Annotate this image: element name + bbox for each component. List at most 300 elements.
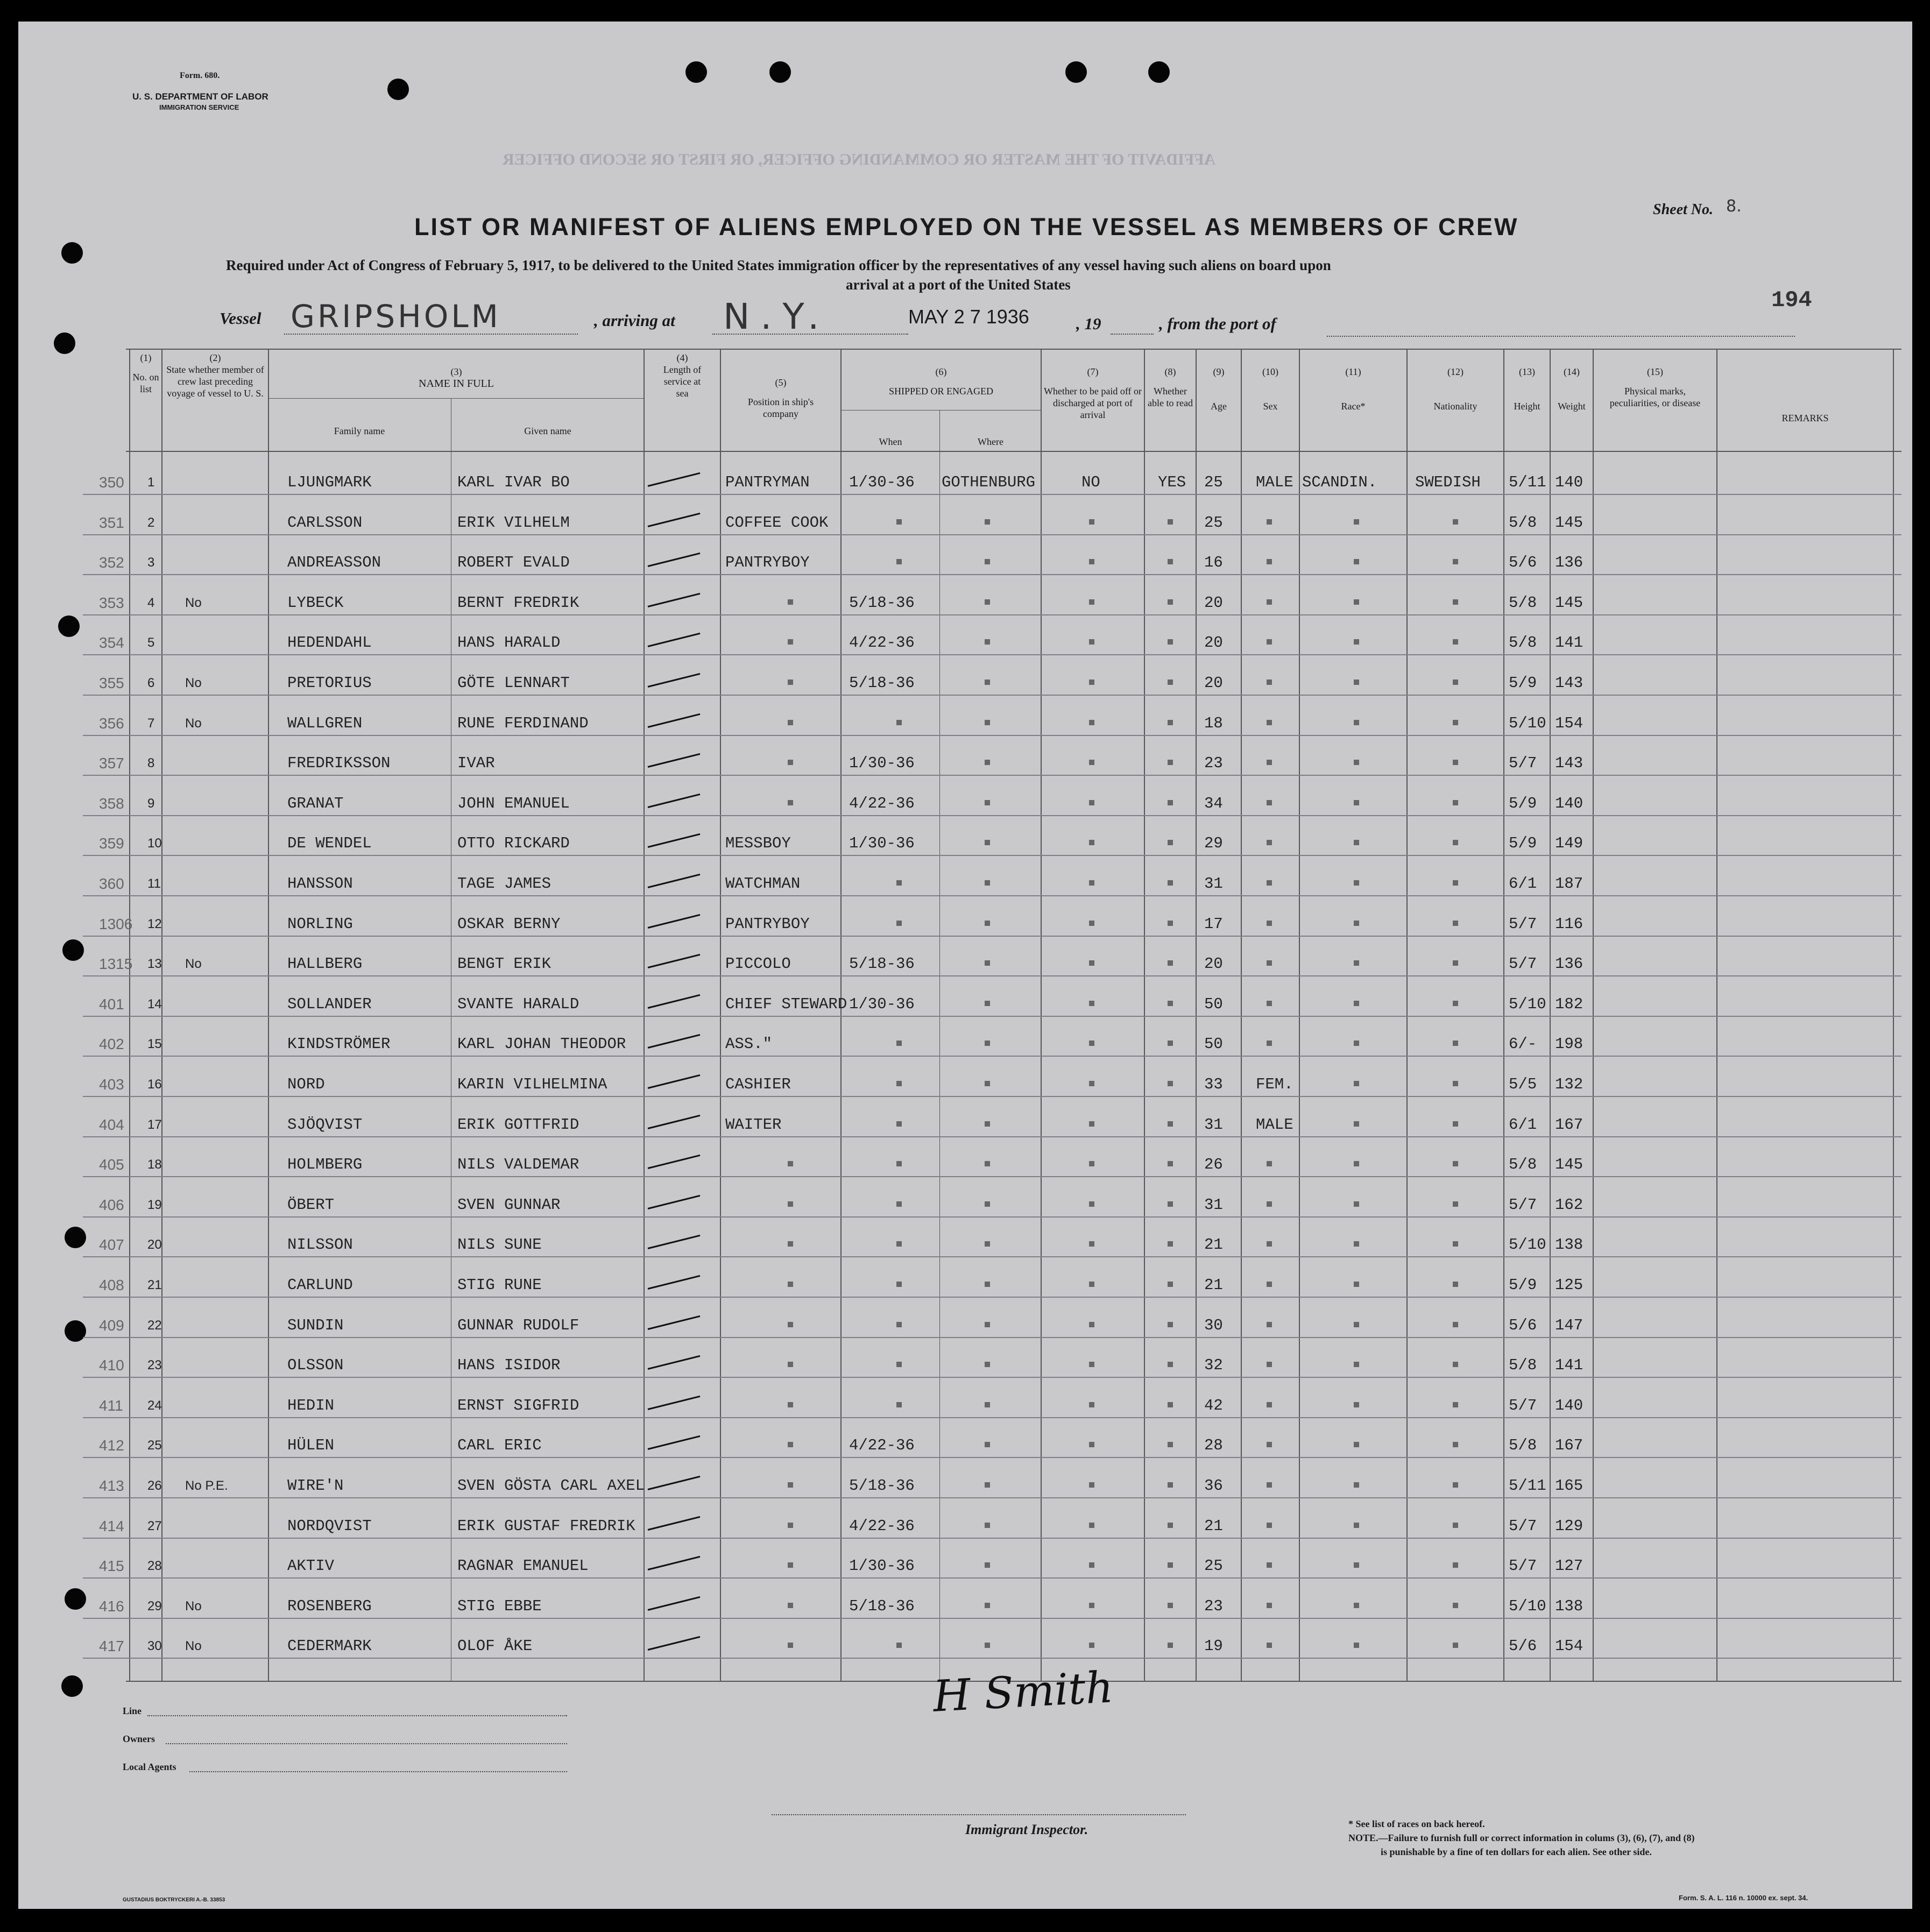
ditto-mark (985, 680, 990, 685)
height: 5/7 (1509, 754, 1537, 773)
ditto-mark (1168, 720, 1173, 725)
col12-label: Nationality (1433, 401, 1477, 412)
ditto-mark (1168, 880, 1173, 886)
table-row-rule (83, 1457, 1901, 1458)
ditto-mark (1354, 1362, 1359, 1367)
ditto-mark (985, 1362, 990, 1367)
given-name: GÖTE LENNART (457, 674, 570, 692)
list-number: 1 (147, 475, 155, 490)
family-name: HEDENDAHL (287, 634, 372, 652)
weight: 162 (1555, 1195, 1583, 1214)
ditto-mark (1168, 1643, 1173, 1648)
ditto-mark (985, 1643, 990, 1648)
ditto-mark (1453, 1402, 1458, 1407)
ditto-mark (1453, 1362, 1458, 1367)
punch-hole (769, 61, 791, 83)
ditto-mark (1453, 1442, 1458, 1447)
list-number: 16 (147, 1077, 162, 1092)
ditto-mark (1267, 1603, 1272, 1608)
service-tick-mark (648, 1074, 701, 1089)
ditto-mark (1354, 1161, 1359, 1166)
given-name: HANS ISIDOR (457, 1356, 561, 1375)
ditto-mark (896, 1121, 902, 1127)
ditto-mark (1089, 559, 1094, 564)
ditto-mark (1089, 840, 1094, 845)
fine-note-2: is punishable by a fine of ten dollars for each alien. See other side. (1381, 1846, 1652, 1857)
sex: FEM. (1256, 1075, 1293, 1093)
ditto-mark (1267, 1442, 1272, 1447)
ditto-mark (1089, 1562, 1094, 1568)
table-row-rule (83, 1136, 1901, 1137)
ditto-mark (1453, 519, 1458, 525)
ditto-mark (1267, 1241, 1272, 1247)
given-name: SVANTE HARALD (457, 995, 579, 1013)
ditto-mark (985, 559, 990, 564)
col1-header (130, 352, 161, 395)
ditto-mark (788, 639, 793, 645)
ditto-mark (1453, 1081, 1458, 1086)
ditto-mark (1089, 639, 1094, 645)
ditto-mark (1089, 1402, 1094, 1407)
col14-number: (14) (1564, 366, 1580, 377)
col6-number: (6) (935, 366, 947, 377)
service-tick-mark (648, 1114, 701, 1129)
table-row-rule (83, 1497, 1901, 1498)
shipped-when: 4/22-36 (849, 1436, 915, 1455)
ditto-mark (1267, 921, 1272, 926)
previous-voyage: No (185, 957, 202, 972)
service-tick-mark (648, 472, 701, 487)
ditto-mark (1089, 1282, 1094, 1287)
weight: 143 (1555, 754, 1583, 773)
from-underline (1327, 336, 1795, 337)
ditto-mark (788, 680, 793, 685)
ditto-mark (985, 1241, 990, 1247)
weight: 187 (1555, 875, 1583, 893)
ditto-mark (1168, 960, 1173, 966)
service-tick-mark (648, 553, 701, 567)
service: IMMIGRATION SERVICE (159, 103, 239, 111)
ditto-mark (896, 1282, 902, 1287)
previous-voyage: No P.E. (185, 1478, 228, 1493)
ditto-mark (985, 1121, 990, 1127)
ditto-mark (1089, 680, 1094, 685)
ditto-mark (1168, 840, 1173, 845)
col9-label: Age (1211, 401, 1227, 412)
ditto-mark (1354, 960, 1359, 966)
age: 17 (1204, 915, 1223, 933)
ditto-mark (1354, 880, 1359, 886)
weight: 129 (1555, 1517, 1583, 1535)
ditto-mark (985, 1081, 990, 1086)
weight: 140 (1555, 1396, 1583, 1414)
list-number: 9 (147, 796, 155, 811)
family-name: SUNDIN (287, 1316, 344, 1334)
ditto-mark (896, 720, 902, 725)
weight: 132 (1555, 1075, 1583, 1093)
col8-label: Whether able to read (1148, 386, 1193, 408)
department: U. S. DEPARTMENT OF LABOR (132, 91, 268, 102)
manifest-subtitle-1: Required under Act of Congress of February 5, 1917, to be delivered to the United States immigration officer by the representatives of any vessel having such aliens on board upon (226, 257, 1331, 273)
ditto-mark (1089, 1603, 1094, 1608)
height: 5/8 (1509, 1436, 1537, 1455)
ditto-mark (985, 800, 990, 805)
ditto-mark (1453, 1001, 1458, 1006)
family-name: ROSENBERG (287, 1597, 372, 1615)
given-name: ERIK VILHELM (457, 513, 570, 532)
arrival-date-stamp: MAY 2 7 1936 (908, 306, 1029, 328)
ditto-mark (896, 559, 902, 564)
ledger-number: 408 (99, 1277, 124, 1293)
family-name: WIRE'N (287, 1477, 344, 1495)
table-row-rule (83, 614, 1901, 615)
list-number: 3 (147, 555, 155, 570)
ledger-number: 356 (99, 714, 124, 732)
ditto-mark (985, 760, 990, 765)
table-row-rule (83, 855, 1901, 856)
age: 42 (1204, 1396, 1223, 1414)
age: 31 (1204, 1195, 1223, 1214)
given-name: IVAR (457, 754, 495, 773)
ditto-mark (1168, 599, 1173, 605)
given-name: NILS VALDEMAR (457, 1156, 579, 1174)
punch-hole (387, 79, 409, 100)
age: 25 (1204, 1557, 1223, 1575)
col3a-header: Family name (334, 426, 385, 436)
remarks-header: REMARKS (1781, 413, 1829, 423)
table-row-rule (83, 1577, 1901, 1579)
punch-hole (54, 332, 75, 354)
col4-label: Length of service at sea (663, 364, 702, 399)
list-number: 27 (147, 1518, 162, 1533)
ditto-mark (985, 1041, 990, 1046)
ditto-mark (896, 1041, 902, 1046)
ditto-mark (1089, 960, 1094, 966)
given-name: ERIK GOTTFRID (457, 1115, 579, 1134)
table-row-rule (83, 654, 1901, 655)
ditto-mark (896, 519, 902, 525)
punch-hole (1148, 61, 1170, 83)
shipped-when: 5/18-36 (849, 674, 915, 692)
date-underline (1111, 334, 1154, 335)
ditto-mark (1354, 1041, 1359, 1046)
table-row-rule (83, 1337, 1901, 1338)
punch-hole (1065, 61, 1087, 83)
age: 29 (1204, 834, 1223, 853)
col13-header (1504, 366, 1550, 412)
ditto-mark (1168, 921, 1173, 926)
family-name: CARLSSON (287, 513, 363, 532)
family-name: CARLUND (287, 1276, 353, 1294)
age: 31 (1204, 1115, 1223, 1134)
list-number: 14 (147, 996, 162, 1011)
ditto-mark (1267, 1041, 1272, 1046)
ditto-mark (1089, 880, 1094, 886)
ditto-mark (1354, 1523, 1359, 1528)
table-row-rule (83, 574, 1901, 575)
race: SCANDIN. (1302, 473, 1377, 491)
weight: 143 (1555, 674, 1583, 692)
ditto-mark (1168, 559, 1173, 564)
service-tick-mark (648, 713, 701, 727)
ditto-mark (896, 1201, 902, 1207)
table-row-rule (83, 1417, 1901, 1418)
ditto-mark (1089, 1523, 1094, 1528)
col3-number: (3) (450, 366, 462, 377)
table-row-rule (83, 1538, 1901, 1539)
age: 26 (1204, 1156, 1223, 1174)
height: 5/7 (1509, 1195, 1537, 1214)
col-divider (1893, 349, 1894, 1681)
ditto-mark (1267, 639, 1272, 645)
table-row-rule (83, 735, 1901, 736)
owners-field (166, 1743, 567, 1745)
previous-voyage: No (185, 1598, 202, 1613)
col-divider (268, 349, 269, 1681)
service-tick-mark (648, 833, 701, 848)
ditto-mark (896, 1322, 902, 1327)
ditto-mark (1089, 760, 1094, 765)
position: PANTRYMAN (725, 473, 810, 491)
height: 6/- (1509, 1035, 1537, 1053)
col8-number: (8) (1164, 366, 1176, 377)
position: ASS." (725, 1035, 773, 1053)
col-divider (939, 410, 940, 1681)
age: 50 (1204, 995, 1223, 1013)
list-number: 22 (147, 1318, 162, 1333)
age: 33 (1204, 1075, 1223, 1093)
ditto-mark (985, 1562, 990, 1568)
age: 28 (1204, 1436, 1223, 1455)
given-name: SVEN GÖSTA CARL AXEL (457, 1477, 645, 1495)
ditto-mark (1453, 1282, 1458, 1287)
weight: 154 (1555, 1637, 1583, 1655)
height: 5/8 (1509, 1156, 1537, 1174)
age: 20 (1204, 593, 1223, 612)
ditto-mark (1354, 1643, 1359, 1648)
family-name: CEDERMARK (287, 1637, 372, 1655)
manifest-subtitle-2: arrival at a port of the United States (846, 277, 1071, 293)
height: 5/7 (1509, 915, 1537, 933)
ditto-mark (896, 921, 902, 926)
col11-number: (11) (1345, 366, 1361, 377)
service-tick-mark (648, 1034, 701, 1049)
service-tick-mark (648, 1516, 701, 1530)
age: 18 (1204, 714, 1223, 732)
given-name: KARL JOHAN THEODOR (457, 1035, 626, 1053)
given-name: TAGE JAMES (457, 875, 552, 893)
list-number: 6 (147, 676, 155, 690)
family-name: SOLLANDER (287, 995, 372, 1013)
service-tick-mark (648, 914, 701, 928)
manifest-sheet (18, 22, 1912, 1909)
height: 5/9 (1509, 794, 1537, 812)
col9-header (1197, 366, 1241, 412)
ledger-number: 354 (99, 634, 124, 652)
col1-number: (1) (140, 352, 152, 363)
ditto-mark (1267, 1402, 1272, 1407)
ledger-number: 412 (99, 1437, 124, 1454)
age: 20 (1204, 634, 1223, 652)
col15-header (1594, 366, 1716, 409)
age: 21 (1204, 1517, 1223, 1535)
ledger-number: 415 (99, 1558, 124, 1575)
col10-number: (10) (1262, 366, 1278, 377)
sex: MALE (1256, 1115, 1293, 1134)
col-divider (129, 349, 130, 1681)
ditto-mark (985, 1442, 990, 1447)
list-number: 8 (147, 756, 155, 771)
ditto-mark (1168, 1362, 1173, 1367)
ditto-mark (1453, 960, 1458, 966)
ditto-mark (985, 880, 990, 886)
owners-label: Owners (123, 1733, 155, 1744)
ditto-mark (1089, 1241, 1094, 1247)
table-row-rule (83, 1658, 1901, 1659)
ditto-mark (1354, 1322, 1359, 1327)
ditto-mark (1354, 1562, 1359, 1568)
ledger-number: 1315 (99, 956, 133, 973)
ditto-mark (985, 1322, 990, 1327)
ditto-mark (1453, 840, 1458, 845)
ditto-mark (1267, 1562, 1272, 1568)
given-name: ERIK GUSTAF FREDRIK (457, 1517, 635, 1535)
service-tick-mark (648, 1435, 701, 1450)
given-name: JOHN EMANUEL (457, 794, 570, 812)
ditto-mark (985, 1001, 990, 1006)
col2-number: (2) (209, 352, 221, 363)
punch-hole (61, 242, 83, 264)
weight: 127 (1555, 1557, 1583, 1575)
ditto-mark (1089, 1322, 1094, 1327)
ditto-mark (896, 880, 902, 886)
col4-number: (4) (676, 352, 688, 363)
ditto-mark (1354, 599, 1359, 605)
service-tick-mark (648, 1396, 701, 1410)
weight: 141 (1555, 1356, 1583, 1375)
given-name: BERNT FREDRIK (457, 593, 579, 612)
ditto-mark (896, 1362, 902, 1367)
service-tick-mark (648, 593, 701, 607)
table-row-rule (83, 1176, 1901, 1177)
col10-label: Sex (1263, 401, 1278, 412)
col2-label: State whether member of crew last preceding voyage of vessel to U. S. (166, 364, 264, 399)
family-name: AKTIV (287, 1557, 335, 1575)
ledger-number: 417 (99, 1638, 124, 1655)
ledger-number: 410 (99, 1357, 124, 1374)
ditto-mark (788, 1442, 793, 1447)
family-name: NORLING (287, 915, 353, 933)
col3-header (269, 366, 644, 390)
ditto-mark (1168, 1001, 1173, 1006)
ditto-mark (788, 1322, 793, 1327)
ditto-mark (1267, 519, 1272, 525)
weight: 145 (1555, 593, 1583, 612)
service-tick-mark (648, 874, 701, 888)
ditto-mark (1453, 1161, 1458, 1166)
age: 23 (1204, 754, 1223, 773)
service-tick-mark (648, 1636, 701, 1651)
local-agents-label: Local Agents (123, 1761, 176, 1772)
weight: 145 (1555, 513, 1583, 532)
list-number: 17 (147, 1117, 162, 1132)
ditto-mark (1354, 1282, 1359, 1287)
ditto-mark (788, 599, 793, 605)
position: CASHIER (725, 1075, 791, 1093)
col11-label: Race* (1341, 401, 1366, 412)
col7-number: (7) (1087, 366, 1099, 377)
given-name: KARIN VILHELMINA (457, 1075, 607, 1093)
col-divider (1406, 349, 1408, 1681)
family-name: LYBECK (287, 593, 344, 612)
ditto-mark (1168, 1442, 1173, 1447)
ditto-mark (1089, 1001, 1094, 1006)
ledger-number: 403 (99, 1076, 124, 1093)
shipped-when: 5/18-36 (849, 1477, 915, 1495)
col7-header (1042, 366, 1144, 421)
height: 6/1 (1509, 875, 1537, 893)
list-number: 12 (147, 916, 162, 931)
ditto-mark (1354, 639, 1359, 645)
ledger-number: 404 (99, 1116, 124, 1133)
ditto-mark (985, 599, 990, 605)
ditto-mark (1089, 921, 1094, 926)
vessel-name: GRIPSHOLM (291, 298, 501, 335)
table-row-rule (83, 1297, 1901, 1298)
height: 5/6 (1509, 1637, 1537, 1655)
shipped-when: 5/18-36 (849, 955, 915, 973)
punch-hole (65, 1227, 86, 1248)
ledger-number: 406 (99, 1196, 124, 1213)
shipped-when: 4/22-36 (849, 794, 915, 812)
line-label: Line (123, 1705, 142, 1716)
previous-voyage: No (185, 676, 202, 690)
age: 30 (1204, 1316, 1223, 1334)
ledger-number: 359 (99, 835, 124, 852)
ditto-mark (1354, 519, 1359, 525)
ditto-mark (1354, 1442, 1359, 1447)
given-name: HANS HARALD (457, 634, 561, 652)
table-row-rule (83, 695, 1901, 696)
ditto-mark (1453, 639, 1458, 645)
service-tick-mark (648, 794, 701, 808)
height: 5/10 (1509, 995, 1546, 1013)
shipped-when: 1/30-36 (849, 1557, 915, 1575)
ditto-mark (1267, 1362, 1272, 1367)
ditto-mark (985, 1482, 990, 1488)
ditto-mark (896, 1161, 902, 1166)
list-number: 20 (147, 1237, 162, 1252)
ditto-mark (1453, 599, 1458, 605)
service-tick-mark (648, 954, 701, 968)
fine-note: NOTE.—Failure to furnish full or correct information in colums (3), (6), (7), and (8) (1348, 1832, 1695, 1843)
ditto-mark (788, 1603, 793, 1608)
col7-label: Whether to be paid off or discharged at port of arrival (1043, 386, 1142, 420)
table-row-rule (83, 815, 1901, 816)
list-number: 25 (147, 1438, 162, 1453)
height: 5/7 (1509, 1557, 1537, 1575)
ditto-mark (1168, 1282, 1173, 1287)
ditto-mark (985, 1201, 990, 1207)
given-name: CARL ERIC (457, 1436, 542, 1455)
ditto-mark (1354, 800, 1359, 805)
ditto-mark (1267, 880, 1272, 886)
weight: 147 (1555, 1316, 1583, 1334)
shipped-where: GOTHENBURG (942, 473, 1036, 491)
family-name: SJÖQVIST (287, 1115, 363, 1134)
col6-header (842, 366, 1041, 397)
race-note: * See list of races on back hereof. (1348, 1818, 1485, 1829)
